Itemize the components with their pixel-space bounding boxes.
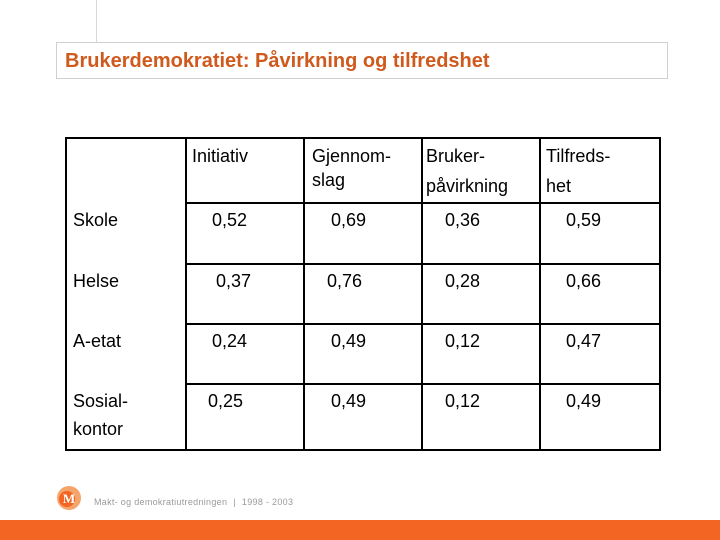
row-label-skole: Skole [73,210,119,230]
row-label-helse: Helse [73,271,120,291]
organization-logo-icon [56,485,82,511]
table-cell: 0,69 [331,210,367,230]
column-header-tilfredshet-line2: het [546,176,572,196]
column-divider [303,139,305,449]
data-table [65,137,661,451]
column-header-gjennomslag: Gjennom- [312,146,392,166]
svg-text:M: M [62,491,76,506]
footer-years: 1998 - 2003 [241,497,294,507]
table-cell: 0,37 [216,271,252,291]
column-header-brukerpavirkning: Bruker- [426,146,486,166]
bottom-accent-bar [0,520,720,540]
row-label-a-etat: A-etat [73,331,122,351]
table-cell: 0,49 [566,391,602,411]
table-cell: 0,59 [566,210,602,230]
row-label-sosialkontor-line2: kontor [73,419,124,439]
column-header-tilfredshet: Tilfreds- [546,146,611,166]
table-cell: 0,12 [445,391,481,411]
table-cell: 0,24 [212,331,248,351]
column-divider [539,139,541,449]
column-divider [185,139,187,449]
footer-organization: Makt- og demokratiutredningen [94,497,228,507]
column-header-brukerpavirkning-line2: påvirkning [426,176,509,196]
table-cell: 0,28 [445,271,481,291]
table-cell: 0,52 [212,210,248,230]
title-box [56,42,668,79]
table-cell: 0,36 [445,210,481,230]
column-divider [421,139,423,449]
column-header-initiativ: Initiativ [192,146,249,166]
table-cell: 0,49 [331,391,367,411]
table-cell: 0,25 [208,391,244,411]
footer-text [94,497,293,507]
table-cell: 0,76 [327,271,363,291]
table-cell: 0,66 [566,271,602,291]
table-cell: 0,49 [331,331,367,351]
slide-title: Brukerdemokratiet: Påvirkning og tilfredshet [65,50,490,72]
table-cell: 0,12 [445,331,481,351]
row-label-sosialkontor: Sosial- [73,391,129,411]
top-divider-line [96,0,97,42]
column-header-gjennomslag-line2: slag [312,170,346,190]
table-cell: 0,47 [566,331,602,351]
footer-separator: | [233,497,236,507]
